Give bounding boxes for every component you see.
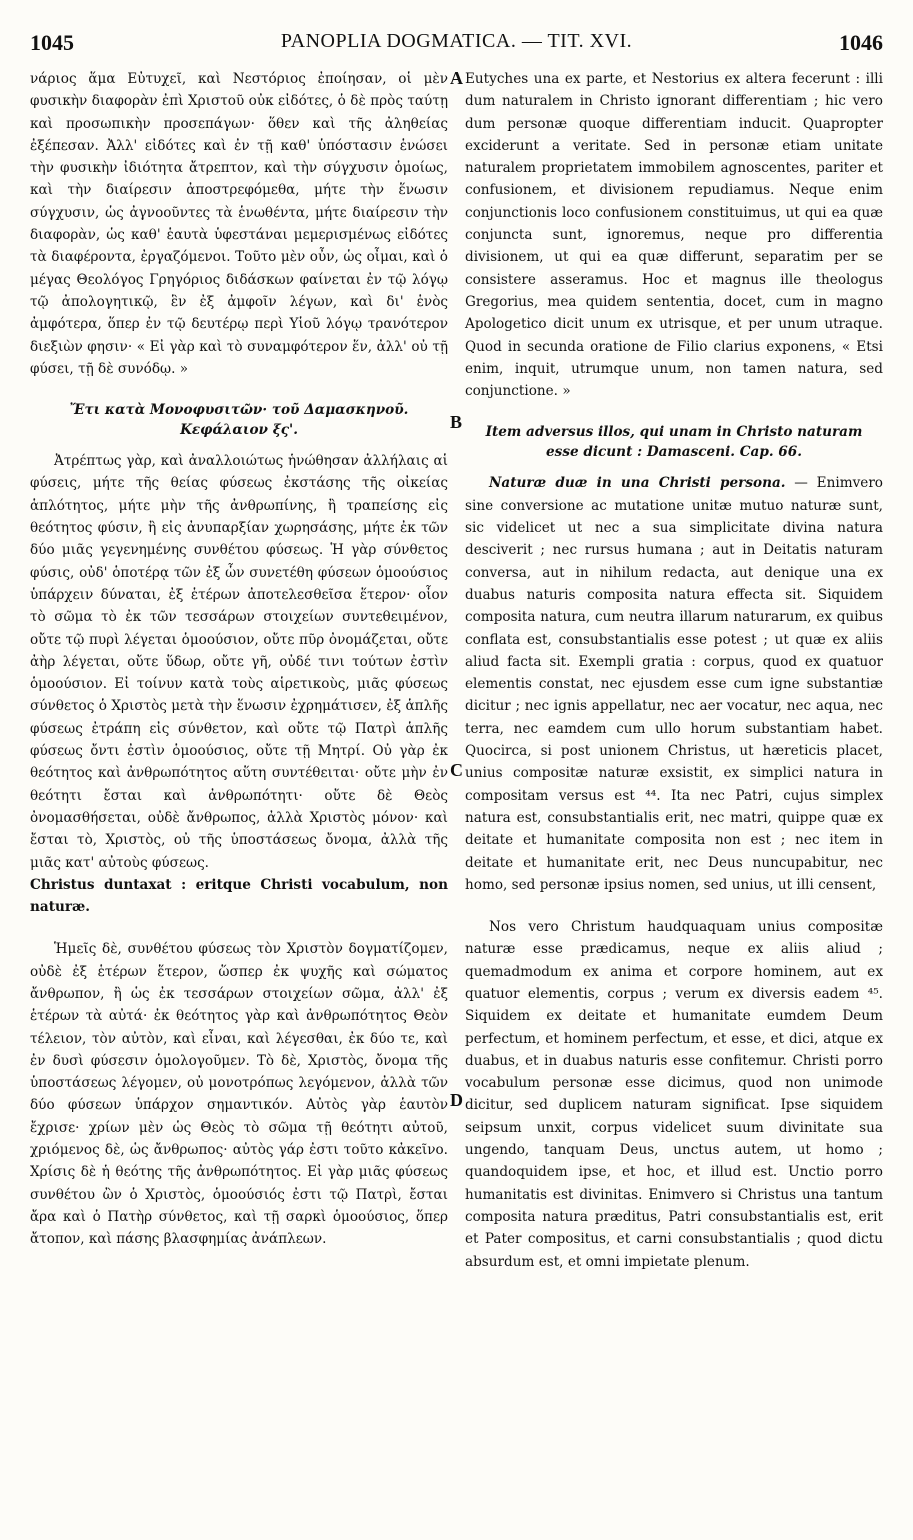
latin-paragraph-2: [465, 472, 883, 896]
page-header: [28, 30, 885, 58]
greek-paragraph-3: Ἡμεῖς δὲ, συνθέτου φύσεως τὸν Χριστὸν δογματίζομεν, οὐδὲ ἐξ ἑτέρων ἕτερον, ὥσπερ ἐκ ψυχῆς καὶ σώματος ἄνθρωπον, ἢ ὡς ἐκ τεσσάρων στοιχείων σῶμα, ἀλλ' ἐξ ἑτέρων τὰ αὐτά· ἐκ θεότητος γὰρ καὶ ἀνθρωπότητος Θεὸν τέλειον, τὸν αὐτὸν, καὶ εἶναι, καὶ λέγεσθαι, ἐκ δύο τε, καὶ ἐν δυσὶ φύσεσιν ὁμολογοῦμεν. Τὸ δὲ, Χριστὸς, ὄνομα τῆς ὑποστάσεως λέγομεν, οὐ μονοτρόπως λεγόμενον, ἀλλὰ τῶν δύο φύσεων ὑπάρχον σημαντικόν. Αὐτὸς γὰρ ἑαυτὸν ἔχρισε· χρίων μὲν ὡς Θεὸς τὸ σῶμα τῇ θεότητι αὐτοῦ, χριόμενος δὲ, ὡς ἄνθρωπος· αὐτὸς γάρ ἐστι τοῦτο κἀκεῖνο. Χρίσις δὲ ἡ θεότης τῆς ἀνθρωπότητος. Εἰ γὰρ μιᾶς φύσεως συνθέτου ὢν ὁ Χριστὸς, ὁμοούσιός ἐστι τῷ Πατρὶ, ἔσται ἄρα καὶ ὁ Πατὴρ σύνθετος, καὶ τῇ σαρκὶ ὁμοούσιος, ὅπερ ἄτοπον, καὶ πάσης βλασφημίας ἀνάπλεων.: [30, 941, 448, 1248]
latin-paragraph-2-text: — Enimvero sine conversione ac mutatione unitæ mutuo naturæ sunt, sic videlicet ut nec a sua simplicitate divina natura desciverit ; nec rursus humana ; aut in Deitatis naturam conversa, aut in nihilum redacta, aut denique una ex duabus naturis composita natura effecta sit. Siquidem composita natura, cum neutra illarum naturarum, ex quibus conflata est, consubstantialis esse potest ; ut quæ ex aliis aliud facta sit. Exempli gratia : corpus, quod ex quatuor elementis constat, nec ejusdem esse cum igne substantiæ dicitur ; nec ignis appellatur, nec aer vocatur, nec aqua, nec terra, nec eamdem cum ullo horum substantiam habet. Quocirca, si post unionem Christus, ut hæreticis placet, unius compositæ naturæ exsistit, ex simplici natura in compositam versus est ⁴⁴. Ita nec Patri, cujus simplex natura est, consubstantialis erit, nec matri, quippe quæ ex deitate et humanitate composita non est ; nec item in deitate et humanitate erit, nec Deus nuncupabitur, nec homo, sed personæ ipsius nomen, sed unius, ut illi censent,: [465, 475, 883, 893]
right-column-number: 1046: [839, 30, 883, 55]
greek-paragraph-1: νάριος ἅμα Εὐτυχεῖ, καὶ Νεστόριος ἐποίησαν, οἱ μὲν φυσικὴν διαφορὰν ἐπὶ Χριστοῦ οὐκ εἰδότες, ὁ δὲ πρὸς ταύτῃ καὶ προσωπικὴν προσεπάγων· ὅθεν καὶ τῆς ἀληθείας ἐξέπεσαν. Ἀλλ' εἰδότες καὶ ἐν τῇ καθ' ὑπόστασιν ἑνώσει τὴν φυσικὴν ἰδιότητα ἄτρεπτον, καὶ τὴν σύγχυσιν ὁμοίως, καὶ τὴν διαίρεσιν ἀποστρεφόμεθα, μήτε τὴν ἕνωσιν σύγχυσιν, ὡς ἀγνοοῦντες τὰ ἑνωθέντα, μήτε διαίρεσιν τὴν διαφορὰν, ὡς καθ' ἑαυτὰ ὑφεστάναι μεμερισμένως εἰδότες τὰ διαφέροντα, ἐργαζόμενοι. Τοῦτο μὲν οὖν, ὡς οἶμαι, καὶ ὁ μέγας Θεολόγος Γρηγόριος διδάσκων φαίνεται ἐν τῷ λόγῳ τῷ ἀπολογητικῷ, ἓν ἐξ ἀμφοῖν λέγων, καὶ δι' ἑνὸς ἀμφότερα, ὅπερ ἐν τῷ δευτέρῳ περὶ Υἱοῦ λόγῳ τρανότερον διεξιὼν φησιν· « Εἰ γὰρ καὶ τὸ συναμφότερον ἕν, ἀλλ' οὐ τῇ φύσει, τῇ δὲ συνόδῳ. »: [30, 71, 448, 377]
greek-latin-line: Christus duntaxat : eritque Christi vocabulum, non naturæ.: [30, 876, 448, 916]
margin-marker-a: A: [450, 68, 463, 88]
margin-marker-c: C: [450, 760, 463, 780]
latin-column: [465, 68, 883, 1273]
latin-section-heading: Item adversus illos, qui unam in Christo naturam esse dicunt : Damasceni. Cap. 66.: [485, 424, 863, 461]
latin-paragraph-2-title: Naturæ duæ in una Christi persona.: [489, 475, 786, 492]
greek-section-heading: Ἔτι κατὰ Μονοφυσιτῶν· τοῦ Δαμασκηνοῦ. Κεφάλαιον ξς'.: [69, 402, 409, 439]
margin-marker-d: D: [450, 1090, 463, 1110]
margin-marker-b: B: [450, 412, 463, 432]
greek-column: [30, 68, 448, 1251]
left-column-number: 1045: [30, 30, 74, 55]
latin-paragraph-1: Eutyches una ex parte, et Nestorius ex altera fecerunt : illi dum naturalem in Christo ignorant differentiam ; hic vero dum personæ quoque differentiam inducit. Quapropter exciderunt a veritate. Sed in personæ etiam unitate naturalem proprietatem immobilem agnoscentes, pariter et confusionem, et divisionem repudiamus. Neque enim conjunctionis loco confusionem constituimus, ut qui ea quæ conjuncta sunt, ignoremus, neque pro differentia divisionem, ut qui ea quæ differunt, separatim per se consistere asseramus. Hoc et magnus ille theologus Gregorius, mea quidem sententia, docet, cum in magno Apologetico dicit unum ex utrisque, et per unum utraque. Quod in secunda oratione de Filio clarius exponens, « Etsi enim, inquit, utrumque unum, non tamen natura, sed conjunctione. »: [465, 71, 883, 400]
page-title: PANOPLIA DOGMATICA. — TIT. XVI.: [280, 30, 633, 52]
latin-paragraph-3: Nos vero Christum haudquaquam unius compositæ naturæ esse prædicamus, neque ex aliis aliud ; quemadmodum ex anima et corpore hominem, aut ex quatuor elementis, corpus ; verum ex diversis eadem ⁴⁵. Siquidem ex deitate et humanitate eumdem Deum perfectum, et hominem perfectum, et esse, et dici, atque ex duabus, et in duabus naturis esse confitemur. Christi porro vocabulum personæ esse dicimus, quod non unimode dicitur, sed duplicem naturam significat. Ipse siquidem seipsum unxit, corpus videlicet suum divinitate sua ungendo, tanquam Deus, unctus autem, ut homo ; quandoquidem ipse, et hoc, et illud est. Unctio porro humanitatis est divinitas. Enimvero si Christus una tantum composita natura præditus, Patri consubstantialis est, erit et Pater compositus, et carni consubstantialis ; quod dictu absurdum est, et omni impietate plenum.: [465, 919, 883, 1270]
greek-paragraph-2: Ἀτρέπτως γὰρ, καὶ ἀναλλοιώτως ἡνώθησαν ἀλλήλαις αἱ φύσεις, μήτε τῆς θείας φύσεως ἐκστάσης τῆς οἰκείας ἁπλότητος, μήτε μὴν τῆς ἀνθρωπίνης, ἢ τραπείσης εἰς θεότητος φύσιν, ἢ εἰς ἀνυπαρξίαν χωρησάσης, μήτε ἐκ τῶν δύο μιᾶς γεγενημένης συνθέτου φύσεως. Ἡ γὰρ σύνθετος φύσις, οὐδ' ὁποτέρᾳ τῶν ἐξ ὧν συνετέθη φύσεων ὁμοούσιος ὑπάρχειν δύναται, ἐξ ἑτέρων ἀποτελεσθεῖσα ἕτερον· οἷον τὸ σῶμα τὸ ἐκ τῶν τεσσάρων στοιχείων συντεθειμένον, οὔτε τῷ πυρὶ λέγεται ὁμοούσιον, οὔτε πῦρ ὀνομάζεται, οὔτε ἀὴρ λέγεται, οὔτε ὕδωρ, οὔτε γῆ, οὐδέ τινι τούτων ἐστὶν ὁμοούσιον. Εἰ τοίνυν κατὰ τοὺς αἱρετικοὺς, μιᾶς φύσεως σύνθετος ὁ Χριστὸς μετὰ τὴν ἕνωσιν ἐχρημάτισεν, ἐξ ἁπλῆς φύσεως ἐτράπη εἰς σύνθετον, καὶ οὔτε τῷ Πατρὶ ἁπλῆς φύσεως ὄντι ἐστὶν ὁμοούσιος, οὔτε τῇ Μητρί. Οὐ γὰρ ἐκ θεότητος καὶ ἀνθρωπότητος αὕτη συντέθειται· οὔτε μὴν ἐν θεότητι ἔσται καὶ ἀνθρωπότητι· οὔτε δὲ Θεὸς ὀνομασθήσεται, οὐδὲ ἄνθρωπος, ἀλλὰ Χριστὸς μόνον· καὶ ἔσται τὸ, Χριστὸς, οὐ τῆς ὑποστάσεως ὄνομα, ἀλλὰ τῆς μιᾶς κατ' αὐτοὺς φύσεως.: [30, 453, 448, 871]
